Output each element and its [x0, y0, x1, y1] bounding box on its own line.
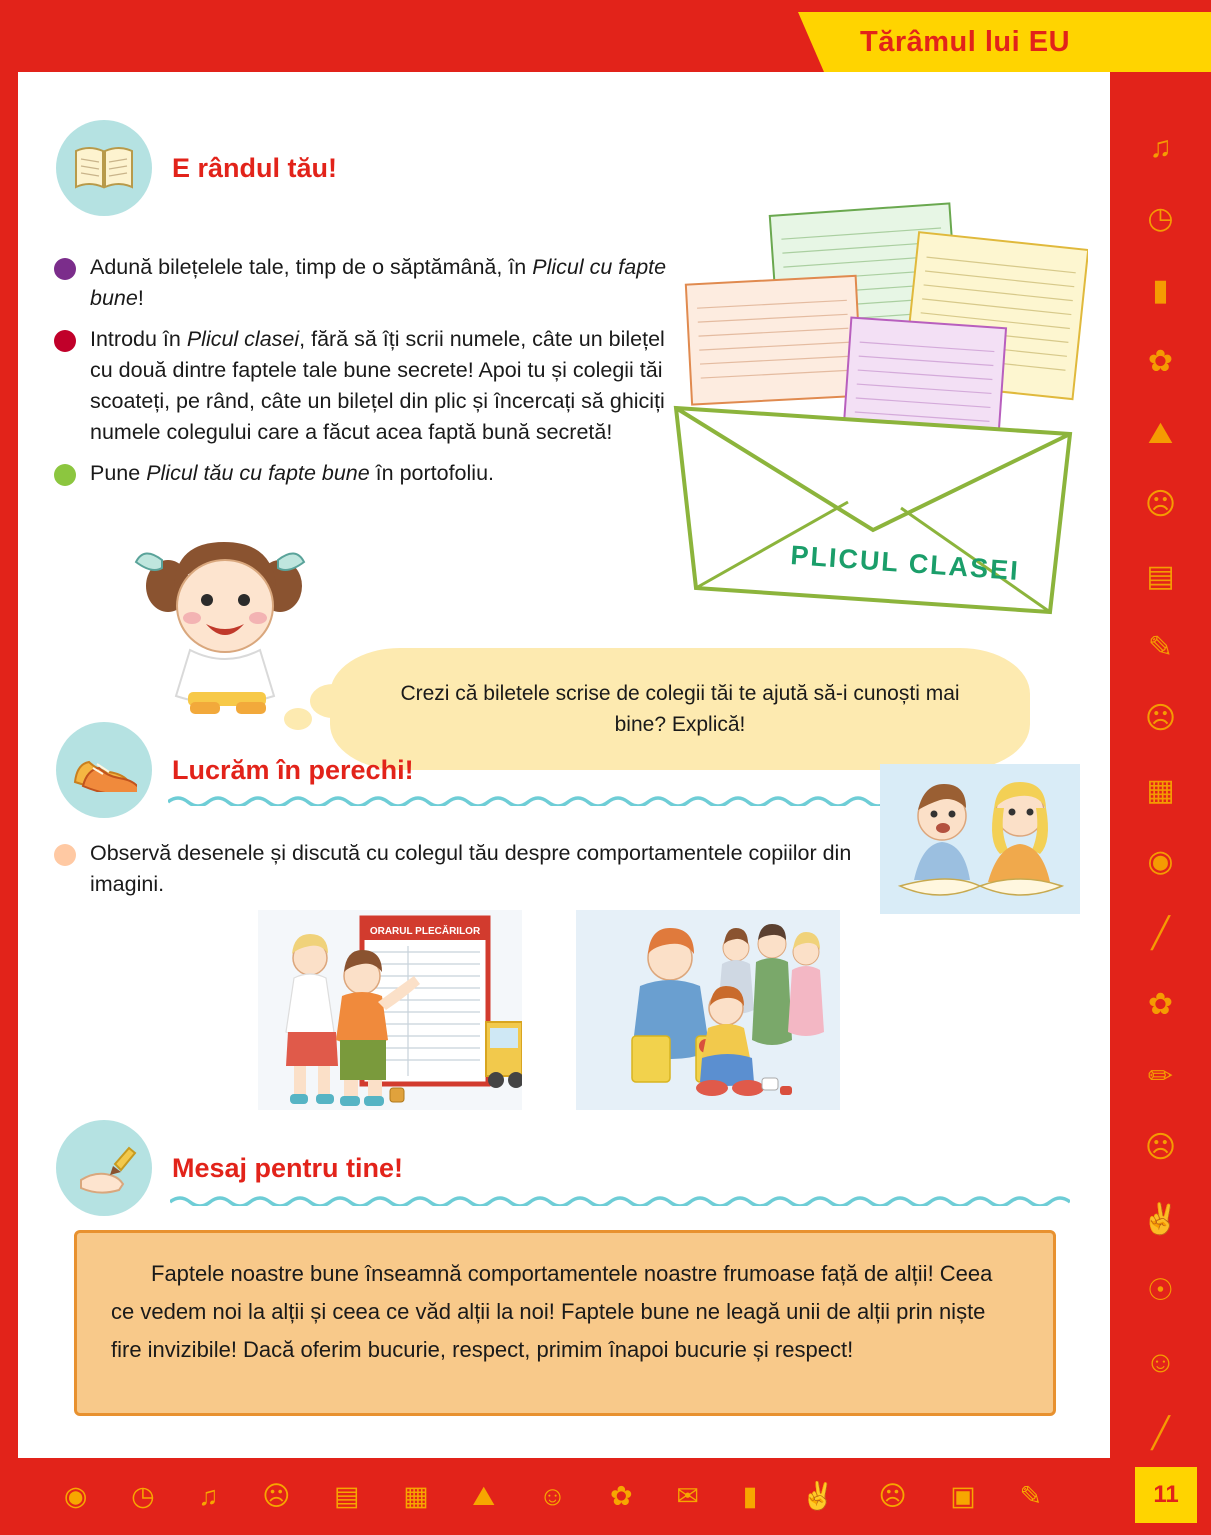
eraser-icon: ▮ [742, 1480, 758, 1511]
left-red-band [0, 0, 18, 1535]
section-title: Mesaj pentru tine! [172, 1152, 404, 1183]
class-envelope-illustration [658, 182, 1088, 632]
bullet-text-3: Pune Plicul tău cu fapte bune în portofoliu. [90, 461, 494, 485]
music-note-icon: ♫ [198, 1480, 219, 1511]
peace-hand-icon: ✌ [1141, 1202, 1180, 1236]
wavy-divider-2 [170, 1194, 1070, 1206]
apple-icon: ✿ [1147, 345, 1174, 379]
page-number [1135, 1467, 1197, 1523]
list-item [54, 252, 674, 314]
toothbrush-icon: ⛰ [472, 1480, 496, 1511]
sad-face-icon: ☹ [262, 1480, 291, 1511]
notebook-icon: ▤ [1146, 559, 1175, 593]
section-title: E rândul tău! [172, 152, 338, 183]
svg-text:PLICUL CLASEI: PLICUL CLASEI [789, 540, 1021, 586]
eraser-icon: ▮ [1152, 273, 1169, 307]
apple-icon: ✿ [610, 1480, 633, 1511]
bullet-text-2: Introdu în Plicul clasei, fără să îți scrii numele, câte un bilețel cu două dintre faptele tale bune secrete! Apoi tu și colegii tăi scoateți, pe rând, câte un bilețel din plic și încercați să ghiciți numele colegului care a făcut acea faptă bună secretă! [90, 327, 665, 444]
medal-icon: ☉ [1147, 1274, 1174, 1308]
message-box [74, 1230, 1056, 1416]
apple-half-icon: ✿ [1147, 988, 1174, 1022]
bullet-dot-purple [54, 258, 76, 280]
speech-cloud [330, 648, 1030, 770]
speech-cloud-tail-large [310, 684, 356, 718]
notebook-icon: ▤ [334, 1480, 360, 1511]
section-title: Lucrăm în perechi! [172, 754, 414, 785]
clock-icon: ◷ [1147, 202, 1174, 236]
sad-face-icon-2: ☹ [1144, 1131, 1177, 1165]
clock-icon: ◷ [131, 1480, 155, 1511]
smiley-face-icon: ☺ [1145, 1345, 1176, 1379]
task-bullet-list [54, 252, 674, 499]
open-book-glyph [73, 145, 135, 191]
bullet-dot-green [54, 464, 76, 486]
two-children-reading-together [880, 764, 1080, 914]
toothbrush-icon: ⛰ [1147, 416, 1174, 450]
pencil-icon: ✎ [1147, 631, 1174, 665]
sneakers-icon [56, 722, 152, 818]
smiley-face-icon: ☺ [538, 1480, 567, 1511]
bottom-icon-strip [18, 1457, 1088, 1535]
page-number-label: 11 [1153, 1481, 1179, 1508]
page-title: Tărâmul lui EU [860, 25, 1071, 58]
boy-littering-in-street [576, 910, 840, 1110]
crayon-icon: ✏ [1147, 1059, 1174, 1093]
envelope-icon: ✉ [676, 1480, 699, 1511]
page-content [18, 72, 1110, 1458]
book-icon: ▦ [403, 1480, 429, 1511]
message-text: Faptele noastre bune înseamnă comportamentele noastre frumoase față de alții! Ceea ce vedem noi la alții și ceea ce văd alții la noi! Faptele bune ne leagă unii de alții prin niște fire invizibile! Dacă oferim bucurie, respect, primim înapoi bucurie și respect! [111, 1261, 993, 1362]
pairs-bullet-text: Observă desenele și discută cu colegul tău despre comportamentele copiilor din imagini. [90, 841, 852, 896]
bullet-dot-red [54, 330, 76, 352]
angry-face-icon: ☹ [1144, 702, 1177, 736]
flute-icon: ╱ [1151, 916, 1170, 950]
document-icon: ▣ [950, 1480, 976, 1511]
pairs-bullet-list [54, 838, 874, 910]
right-icon-rail [1110, 72, 1211, 1458]
palette-icon: ◉ [63, 1480, 88, 1511]
bullet-dot-peach [54, 844, 76, 866]
sad-face-icon: ☹ [1144, 488, 1177, 522]
pencil-icon: ✎ [1019, 1480, 1043, 1511]
sneakers-glyph [71, 748, 137, 792]
list-item [54, 838, 874, 900]
list-item [54, 458, 674, 489]
music-note-icon: ♫ [1149, 130, 1172, 164]
palette-icon: ◉ [1147, 845, 1174, 879]
peace-hand-icon: ✌ [801, 1480, 835, 1511]
angry-face-icon: ☹ [878, 1480, 907, 1511]
children-at-departure-board [258, 910, 522, 1110]
open-book-icon [56, 120, 152, 216]
girl-character-illustration [128, 534, 328, 719]
writing-hand-icon [56, 1120, 152, 1216]
svg-text:ORARUL PLECĂRILOR: ORARUL PLECĂRILOR [369, 926, 481, 937]
writing-hand-glyph [71, 1142, 137, 1194]
header-banner [824, 12, 1211, 72]
book-icon: ▦ [1146, 773, 1175, 807]
bullet-text-1: Adună bilețelele tale, timp de o săptămână, în Plicul cu fapte bune! [90, 255, 667, 310]
pen-icon: ╱ [1151, 1417, 1170, 1451]
speech-cloud-text: Crezi că biletele scrise de colegii tăi te ajută să-i cunoști mai bine? Explică! [400, 682, 960, 736]
list-item [54, 324, 674, 448]
section-header-e-randul-tau [56, 120, 337, 216]
